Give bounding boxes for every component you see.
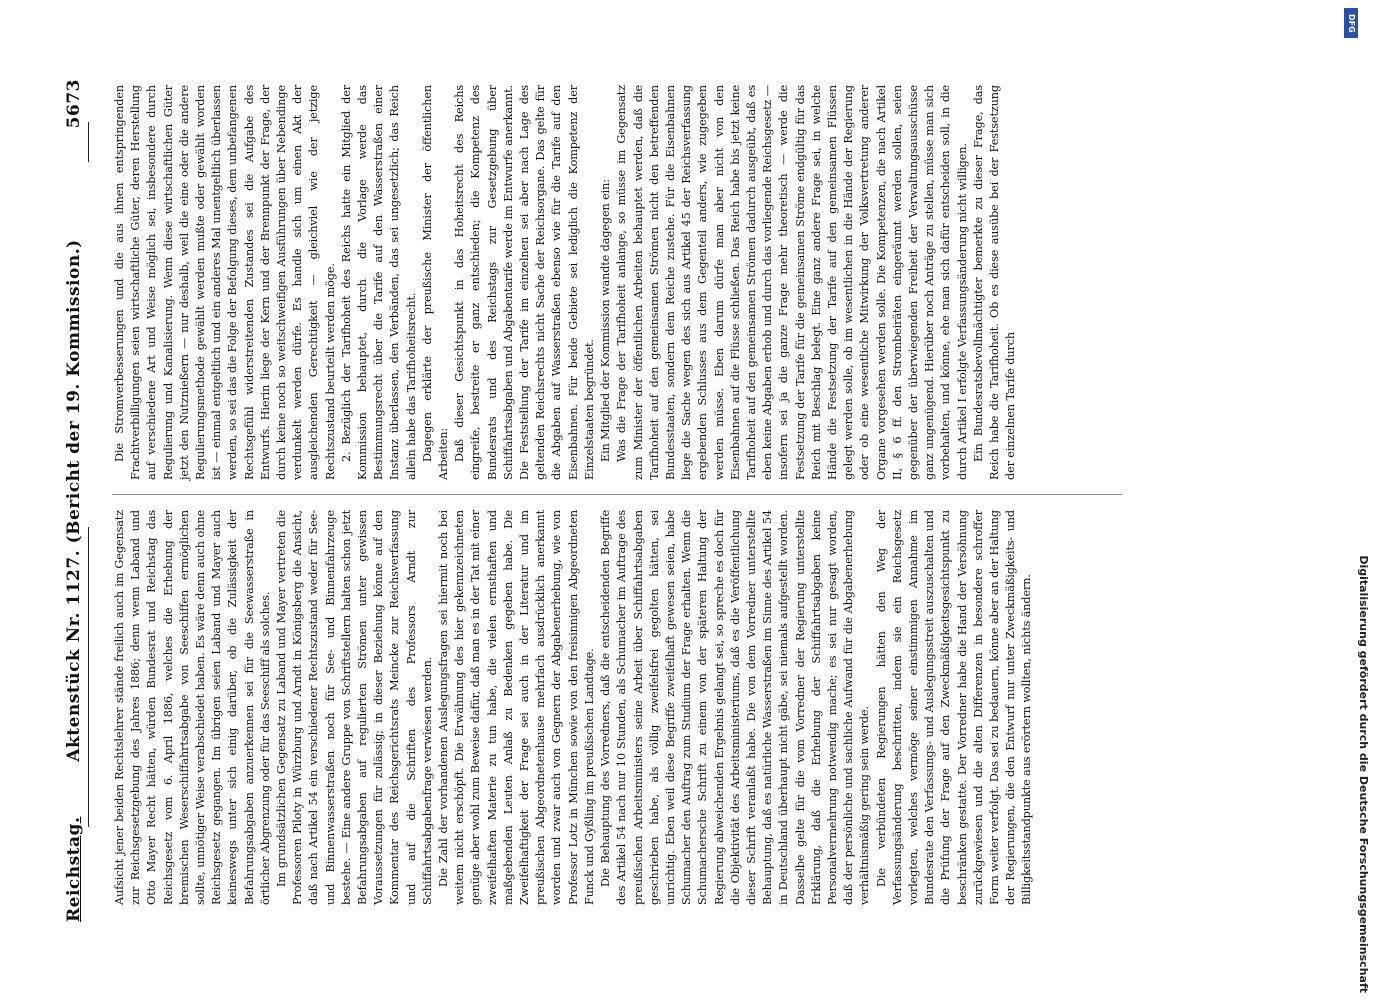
paragraph: Was die Frage der Tarifhoheit anlange, so müsse im Gegensatz zum Minister der öffentlichen Arbeiten behauptet werden, daß die Tarifhoheit auf den gemeinsamen Strömen nicht den betreffenden Bundesstaaten, sondern dem Reiche zustehe. Für die Eisenbahnen liege die Sache wegen des sich aus Artikel 45 der Reichsverfassung ergebenden Schlusses aus dem Gegenteil anders, wie zugegeben werden müsse. Eben darum dürfe man aber nicht von den Eisenbahnen auf die Flüsse schließen. Das Reich habe bis jetzt keine Tarifhoheit auf den gemeinsamen Strömen dadurch ausgeübt, daß es eben keine Abgaben erhob und durch das vorliegende Reichsgesetz — insofern sei ja die ganze Frage mehr theoretisch — werde die Festsetzung der Tarife für die gemeinsamen Ströme endgültig für das Reich mit Beschlag belegt. Eine ganz andere Frage sei, in welche Hände die Festsetzung der Tarife auf den gemeinsamen Flüssen gelegt werden solle, ob im wesentlichen in die Hände der Regierung oder ob eine wesentliche Mitwirkung der Volksvertretung anderer Organe vorgesehen werden solle. Die Kompetenzen, die nach Artikel II, § 6 ff. den Strombeiräten eingeräumt werden sollen, seien gegenüber der überwiegenden Freiheit der Verwaltungsausschüsse ganz ungenügend. Hierüber noch Anträge zu stellen, müsse man sich vorbehalten, und könne, ehe man sich dafür entscheiden soll, in die durch Artikel I erfolgte Verfassungsänderung nicht willigen. [615,85,969,480]
paragraph: Daß dieser Gesichtspunkt in das Hoheitsrecht des Reichs eingreife, bestreite er ganz entschieden; die Kompetenz des Bundesrats und des Reichstags zur Gesetzgebung über Schiffahrtsabgaben und Abgabentarife werde im Entwurfe anerkannt. Die Feststellung der Tarife im einzelnen sei aber nach Lage des geltenden Reichsrechts nicht Sache der Reichsorgane. Das gelte für die Abgaben auf Wasserstraßen ebenso wie für die Tarife auf den Eisenbahnen. Für beide Gebiete sei lediglich die Kompetenz der Einzelstaaten begründet. [453,85,596,480]
paragraph: Die verbündeten Regierungen hätten den Weg der Verfassungsänderung beschritten, indem sie ein Reichsgesetz vorlegten, welches vermöge seiner einstimmigen Annahme im Bundesrate den Verfassungs- und Auslegungsstreit auszuschalten und die Prüfung der Frage auf den Zweckmäßigkeitsgesichtspunkt zu beschränken gestatte. Der Vorredner habe die Hand der Versöhnung zurückgewiesen und die alten Differenzen in besondere schroffer Form weiter verfolgt. Das sei zu bedauern, könne aber an der Haltung der Regierungen, die den Entwurf nur unter Zweckmäßigkeits- und Billigkeitsstandpunkte aus erörtern wollten, nichts ändern. [874,510,1034,905]
paragraph: Ein Mitglied der Kommission wandte dagegen ein: [599,179,613,462]
digitization-credit-text: Digitalisierung gefördert durch die Deutsche Forschungsgemeinschaft [1357,555,1370,993]
paragraph: Die Stromverbesserungen und die aus ihnen entspringenden Frachtverbilligungen seien wirtschaftliche Güter, deren Herstellung auf verschiedene Art und Weise möglich sei, insbesondere durch Regulierung und Kanalisierung. Wenn diese wirtschaftlichen Güter jetzt den Nutznießern — nur deshalb, weil die eine oder die andere Regulierungsmethode gewählt werden mußte oder gewählt worden ist — einmal entgeltlich und ein anderes Mal unentgeltlich überlassen werden, so sei das die Folge der Befolgung dieses, dem unbefangenen Rechtsgefühl widerstreitenden Zustandes sei die Aufgabe des Entwurfs. Hierin liege der Kern und der Brennpunkt der Frage, der durch keine noch so weitschweifigen Ausführungen über Nebendinge verdunkelt werden dürfe. Es handle sich um einen Akt der ausgleichenden Gerechtigkeit — gleichviel wie der jetzige Rechtszustand beurteilt werden möge. [113,85,337,480]
page-header [58,79,98,922]
header-rule [88,527,89,827]
paragraph: 2. Bezüglich der Tarifhoheit des Reichs hatte ein Mitglied der Kommission behauptet, durch die Vorlage werde das Bestimmungsrecht über die Tarife auf den Wasserstraßen einer Instanz überlassen, den Verbänden, das sei ungesetzlich; das Reich allein habe das Tarifhoheitsrecht. [339,85,418,480]
left-text-column [112,510,1112,905]
digitization-credit [1340,0,1380,1000]
dfg-logo: DFG [1344,8,1358,38]
column-divider [112,494,1122,495]
paragraph: Dagegen erklärte der preußische Minister der öffentlichen Arbeiten: [420,85,451,480]
header-document-title: Aktenstück Nr. 1127. (Bericht der 19. Kommission.) [64,239,84,762]
header-left-title: Reichstag. [64,816,84,922]
paragraph: Die Behauptung des Vorredners, daß die entscheidenden Begriffe des Artikel 54 nach nur 10 Stunden, als Schumacher im Auftrage des preußischen Arbeitsministers seine Arbeit über Schiffahrtsabgaben geschrieben habe, als völlig zweifelsfrei gegolten hätten, sei unrichtig. Eben weil diese Begriffe zweifelhaft gewesen seien, habe Schumacher den Auftrag zum Studium der Frage erhalten. Wenn die Schumachersche Schrift zu einem von der späteren Haltung der Regierung abweichenden Ergebnis gelangt sei, so spreche es doch für die Objektivität des Arbeitsministeriums, daß es die Veröffentlichung dieser Schrift veranlaßt habe. Die von dem Vorredner unterstellte Behauptung, daß es natürliche Wasserstraßen im Sinne des Artikel 54 in Deutschland überhaupt nicht gäbe, sei niemals aufgestellt worden. Dasselbe gelte für die vom Vorredner der Regierung unterstellte Erklärung, daß die Erhebung der Schiffahrtsabgaben keine Personalvermehrung notwendig mache; es sei nur gesagt worden, daß der persönliche und sachliche Aufwand für die Abgabenerhebung verhältnismäßig gering sein werde. [599,510,872,905]
right-text-column [112,85,1252,480]
paragraph: Ein Bundesratsbevollmächtigter bemerkte zu dieser Frage, das Reich habe die Tarifhoheit. Ob es diese ausübe bei der Festsetzung der einzelnen Tarife durch [971,85,1018,480]
paragraph: Die Zahl der vorhandenen Auslegungsfragen sei hiermit noch bei weitem nicht erschöpft. Die Erwähnung des hier gekennzeichneten genüge aber wohl zum Beweise dafür, daß man es in der Tat mit einer zweifelhaften Materie zu tun habe, die vielen ernsthaften und maßgebenden Leuten Anlaß zu Bedenken gegeben habe. Die Zweifelhaftigkeit der Frage sei auch in der Literatur und im preußischen Abgeordnetenhause mehrfach ausdrücklich anerkannt worden und zwar auch von Gegnern der Abgabenerhebung, wie von Professor Lotz in München sowie von den freisinnigen Abgeordneten Funck und Gyßling im preußischen Landtage. [437,510,596,905]
header-rule [88,122,89,162]
paragraph: Aufsicht jener beiden Rechtslehrer stände freilich auch im Gegensatz zur Reichsgesetzgebung des Jahres 1886; denn wenn Laband und Otto Mayer Recht hätten, würden Bundesrat und Reichstag das Reichsgesetz vom 6. April 1886, welches die Erhebung der bremischen Weserschiffahrtsabgabe von Seeschiffen ermöglichen sollte, unnötiger Weise verabschiedet haben. Es wäre denn auch ohne Reichsgesetz gegangen. Im übrigen seien Laband und Mayer auch keineswegs unter sich einig darüber, ob die Zulässigkeit der Befahrungsabgaben anzuerkennen sei für die Seewasserstraße in örtlicher Abgrenzung oder für das Seeschiff als solches. [113,510,272,905]
header-page-number: 5673 [64,79,84,129]
paragraph: Im grundsätzlichen Gegensatz zu Laband und Mayer vertreten die Professoren Piloty in Würzburg und Arndt in Königsberg die Ansicht, daß nach Artikel 54 ein verschiedener Rechtszustand weder für See- und Binnenwasserstraßen noch für See- und Binnenfahrzeuge bestehe. — Eine andere Gruppe von Schriftstellern halten schon jetzt Befahrungsabgaben auf regulierten Strömen unter gewissen Voraussetzungen für zulässig; in dieser Beziehung könne auf den Kommentar des Reichsgerichtsrats Meincke zur Reichsverfassung und auf die Schriften des Professors Arndt zur Schiffahrtsabgabenfrage verwiesen werden. [275,510,434,905]
